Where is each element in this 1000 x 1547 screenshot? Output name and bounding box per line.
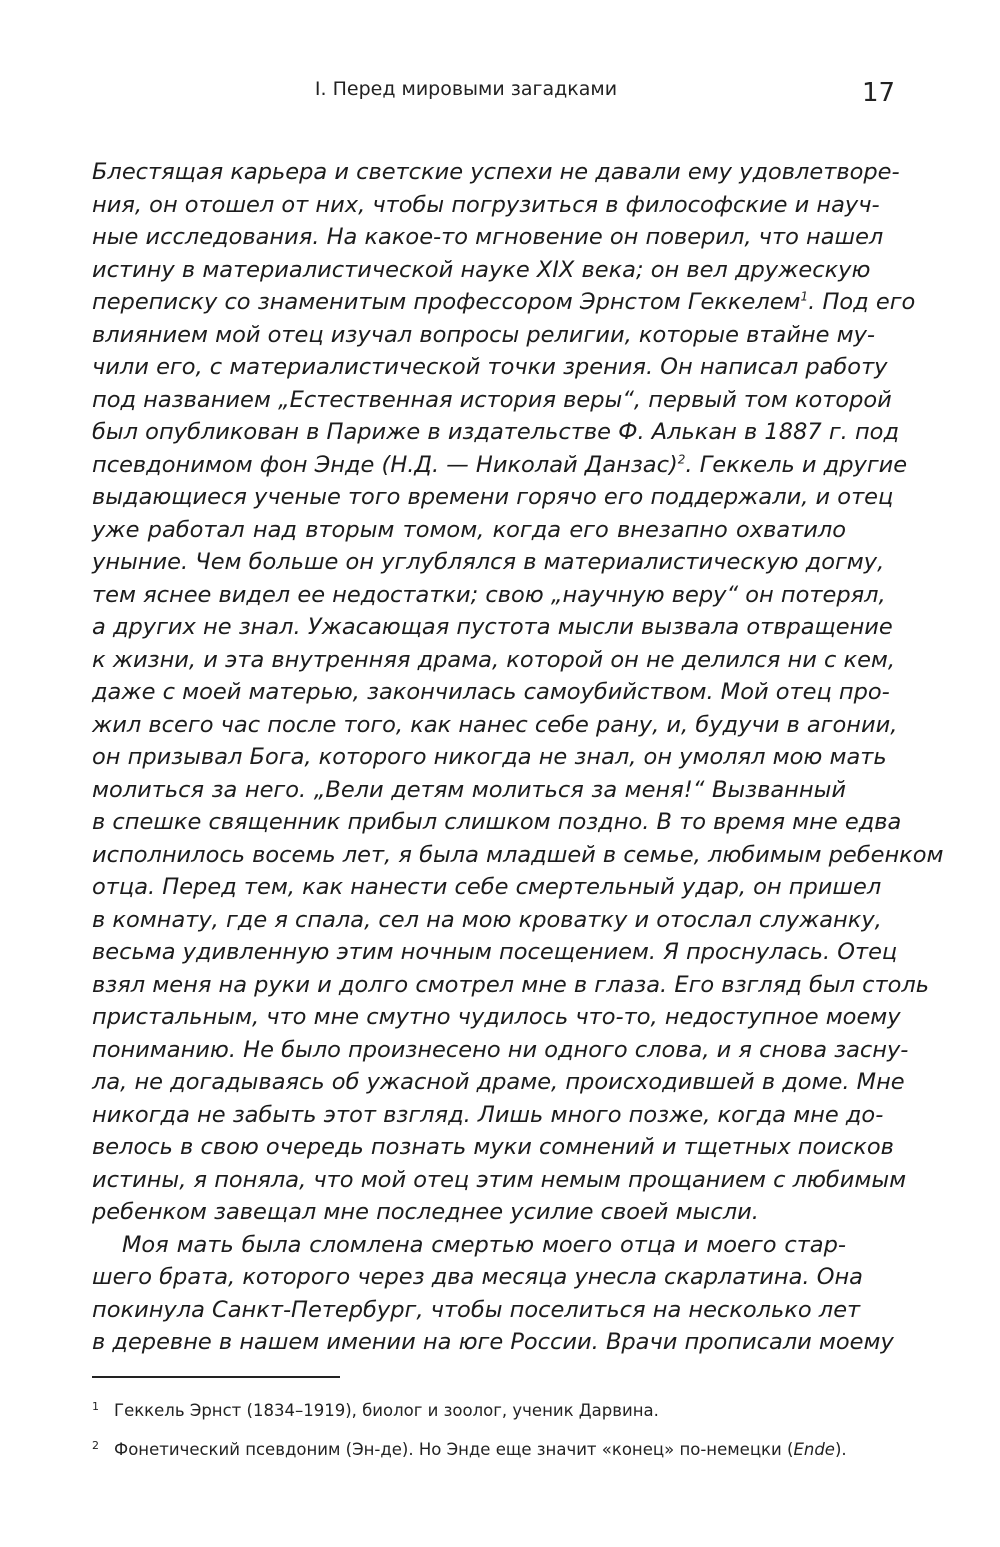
- text-line: [92, 254, 871, 287]
- footnote-italic-word: Ende: [793, 1440, 835, 1459]
- text-line: [92, 904, 882, 937]
- text-segment: весьма удивленную этим ночным посещением. Я проснулась. Отец: [92, 939, 898, 965]
- text-segment: . Под его: [808, 289, 916, 315]
- text-line: [92, 871, 882, 904]
- text-line: [92, 514, 846, 547]
- text-line: [92, 1229, 846, 1262]
- footnote-1: 1 Геккель Эрнст (1834–1919), биолог и зоолог, ученик Дарвина.: [92, 1399, 659, 1420]
- footnotes: [92, 1398, 852, 1476]
- text-line: [92, 1131, 894, 1164]
- text-segment: псевдонимом фон Энде (Н.Д. — Николай Данзас): [92, 451, 678, 478]
- text-segment: был опубликован в Париже в издательстве Ф. Алькан в 1887 г. под: [92, 419, 900, 445]
- text-line: [92, 351, 888, 384]
- text-segment: жил всего час после того, как нанес себе рану, и, будучи в агонии,: [92, 711, 898, 738]
- text-segment: а других не знал. Ужасающая пустота мысли вызвала отвращение: [92, 614, 893, 640]
- text-line: [92, 709, 898, 742]
- text-segment: выдающиеся ученые того времени горячо его поддержали, и отец: [92, 484, 894, 510]
- text-line: [92, 156, 900, 189]
- page-number: 17: [862, 78, 896, 108]
- text-segment: ребенком завещал мне последнее усилие своей мысли.: [92, 1199, 759, 1225]
- text-segment: он призывал Бога, которого никогда не знал, он умолял мою мать: [92, 744, 887, 770]
- text-segment: чили его, с материалистической точки зрения. Он написал работу: [92, 354, 888, 380]
- text-line: [92, 969, 930, 1002]
- text-segment: даже с моей матерью, закончилась самоубийством. Мой отец про-: [92, 679, 890, 705]
- footnote-text-end: ).: [834, 1440, 847, 1459]
- text-line: [92, 1196, 846, 1229]
- text-segment: шего брата, которого через два месяца унесла скарлатина. Она: [92, 1264, 863, 1290]
- text-line: [92, 449, 908, 482]
- text-line: [92, 1294, 861, 1327]
- text-line: [92, 1001, 901, 1034]
- footnote-2: 2 Фонетический псевдоним (Эн-де). Но Энде еще значит «конец» по-немецки (Ende).: [92, 1438, 847, 1459]
- text-segment: Моя мать была сломлена смертью моего отца и моего стар-: [122, 1231, 846, 1258]
- text-line: [92, 221, 884, 254]
- text-line: [92, 676, 890, 709]
- footnote-text: Фонетический псевдоним (Эн-де). Но Энде еще значит «конец» по-немецки (: [114, 1440, 794, 1459]
- text-line: [92, 611, 893, 644]
- text-line: [92, 384, 892, 417]
- text-segment: никогда не забыть этот взгляд. Лишь много позже, когда мне до-: [92, 1101, 884, 1128]
- text-segment: переписку со знаменитым профессором Эрнстом Геккелем: [92, 289, 801, 315]
- text-line: [92, 286, 916, 319]
- text-segment: велось в свою очередь познать муки сомнений и тщетных поисков: [92, 1134, 894, 1160]
- paragraph: [92, 156, 944, 1229]
- text-segment: молиться за него. „Вели детям молиться за меня!“ Вызванный: [92, 776, 846, 803]
- text-line: [92, 936, 898, 969]
- text-segment: покинула Санкт-Петербург, чтобы поселиться на несколько лет: [92, 1296, 861, 1323]
- text-line: [92, 546, 885, 579]
- text-line: [92, 579, 886, 612]
- text-line: [92, 741, 887, 774]
- text-segment: влиянием мой отец изучал вопросы религии, которые втайне му-: [92, 321, 876, 348]
- text-line: [92, 1099, 884, 1132]
- text-segment: к жизни, и эта внутренняя драма, которой он не делился ни с кем,: [92, 646, 896, 673]
- text-line: [92, 644, 896, 677]
- text-segment: пониманию. Не было произнесено ни одного слова, и я снова засну-: [92, 1036, 909, 1063]
- text-segment: ния, он отошел от них, чтобы погрузиться в философские и науч-: [92, 191, 880, 218]
- text-line: [92, 1164, 907, 1197]
- text-line: [92, 416, 900, 449]
- text-segment: уже работал над вторым томом, когда его внезапно охватило: [92, 516, 846, 543]
- running-header: I. Перед мировыми загадками: [314, 78, 618, 100]
- text-segment: в деревне в нашем имении на юге России. Врачи прописали моему: [92, 1329, 894, 1355]
- text-line: [92, 189, 880, 222]
- text-line: [92, 1261, 863, 1294]
- paragraph: [92, 1229, 894, 1359]
- text-segment: истину в материалистической науке XIX века; он вел дружескую: [92, 256, 871, 283]
- text-line: [92, 774, 846, 807]
- text-segment: истины, я поняла, что мой отец этим немым прощанием с любимым: [92, 1166, 907, 1193]
- text-segment: Блестящая карьера и светские успехи не давали ему удовлетворе-: [92, 159, 900, 185]
- text-segment: в спешке священник прибыл слишком поздно. В то время мне едва: [92, 809, 902, 835]
- text-line: [92, 319, 876, 352]
- text-segment: пристальным, что мне смутно чудилось что-то, недоступное моему: [92, 1004, 901, 1030]
- text-segment: тем яснее видел ее недостатки; свою „научную веру“ он потерял,: [92, 581, 886, 608]
- text-segment: ные исследования. На какое-то мгновение он поверил, что нашел: [92, 224, 884, 250]
- text-segment: под названием „Естественная история веры“, первый том которой: [92, 386, 892, 413]
- text-line: [92, 839, 944, 872]
- text-line: [92, 1034, 909, 1067]
- footnote-ref: 2: [677, 452, 686, 466]
- text-segment: отца. Перед тем, как нанести себе смертельный удар, он пришел: [92, 874, 882, 900]
- text-line: [92, 806, 902, 839]
- footnote-ref: 1: [800, 289, 809, 304]
- text-segment: . Геккель и другие: [685, 451, 908, 478]
- footnote-text: Геккель Эрнст (1834–1919), биолог и зоолог, ученик Дарвина.: [114, 1401, 659, 1420]
- body-text: [92, 156, 944, 1359]
- footnote-divider: [92, 1376, 340, 1378]
- text-segment: в комнату, где я спала, сел на мою кроватку и отослал служанку,: [92, 906, 882, 933]
- text-line: [92, 1066, 905, 1099]
- text-line: [92, 481, 894, 514]
- text-segment: уныние. Чем больше он углублялся в материалистическую догму,: [92, 549, 885, 575]
- text-segment: исполнилось восемь лет, я была младшей в семье, любимым ребенком: [92, 841, 944, 868]
- text-line: [92, 1326, 894, 1359]
- text-segment: взял меня на руки и долго смотрел мне в глаза. Его взгляд был столь: [92, 971, 930, 998]
- text-segment: ла, не догадываясь об ужасной драме, происходившей в доме. Мне: [92, 1069, 905, 1095]
